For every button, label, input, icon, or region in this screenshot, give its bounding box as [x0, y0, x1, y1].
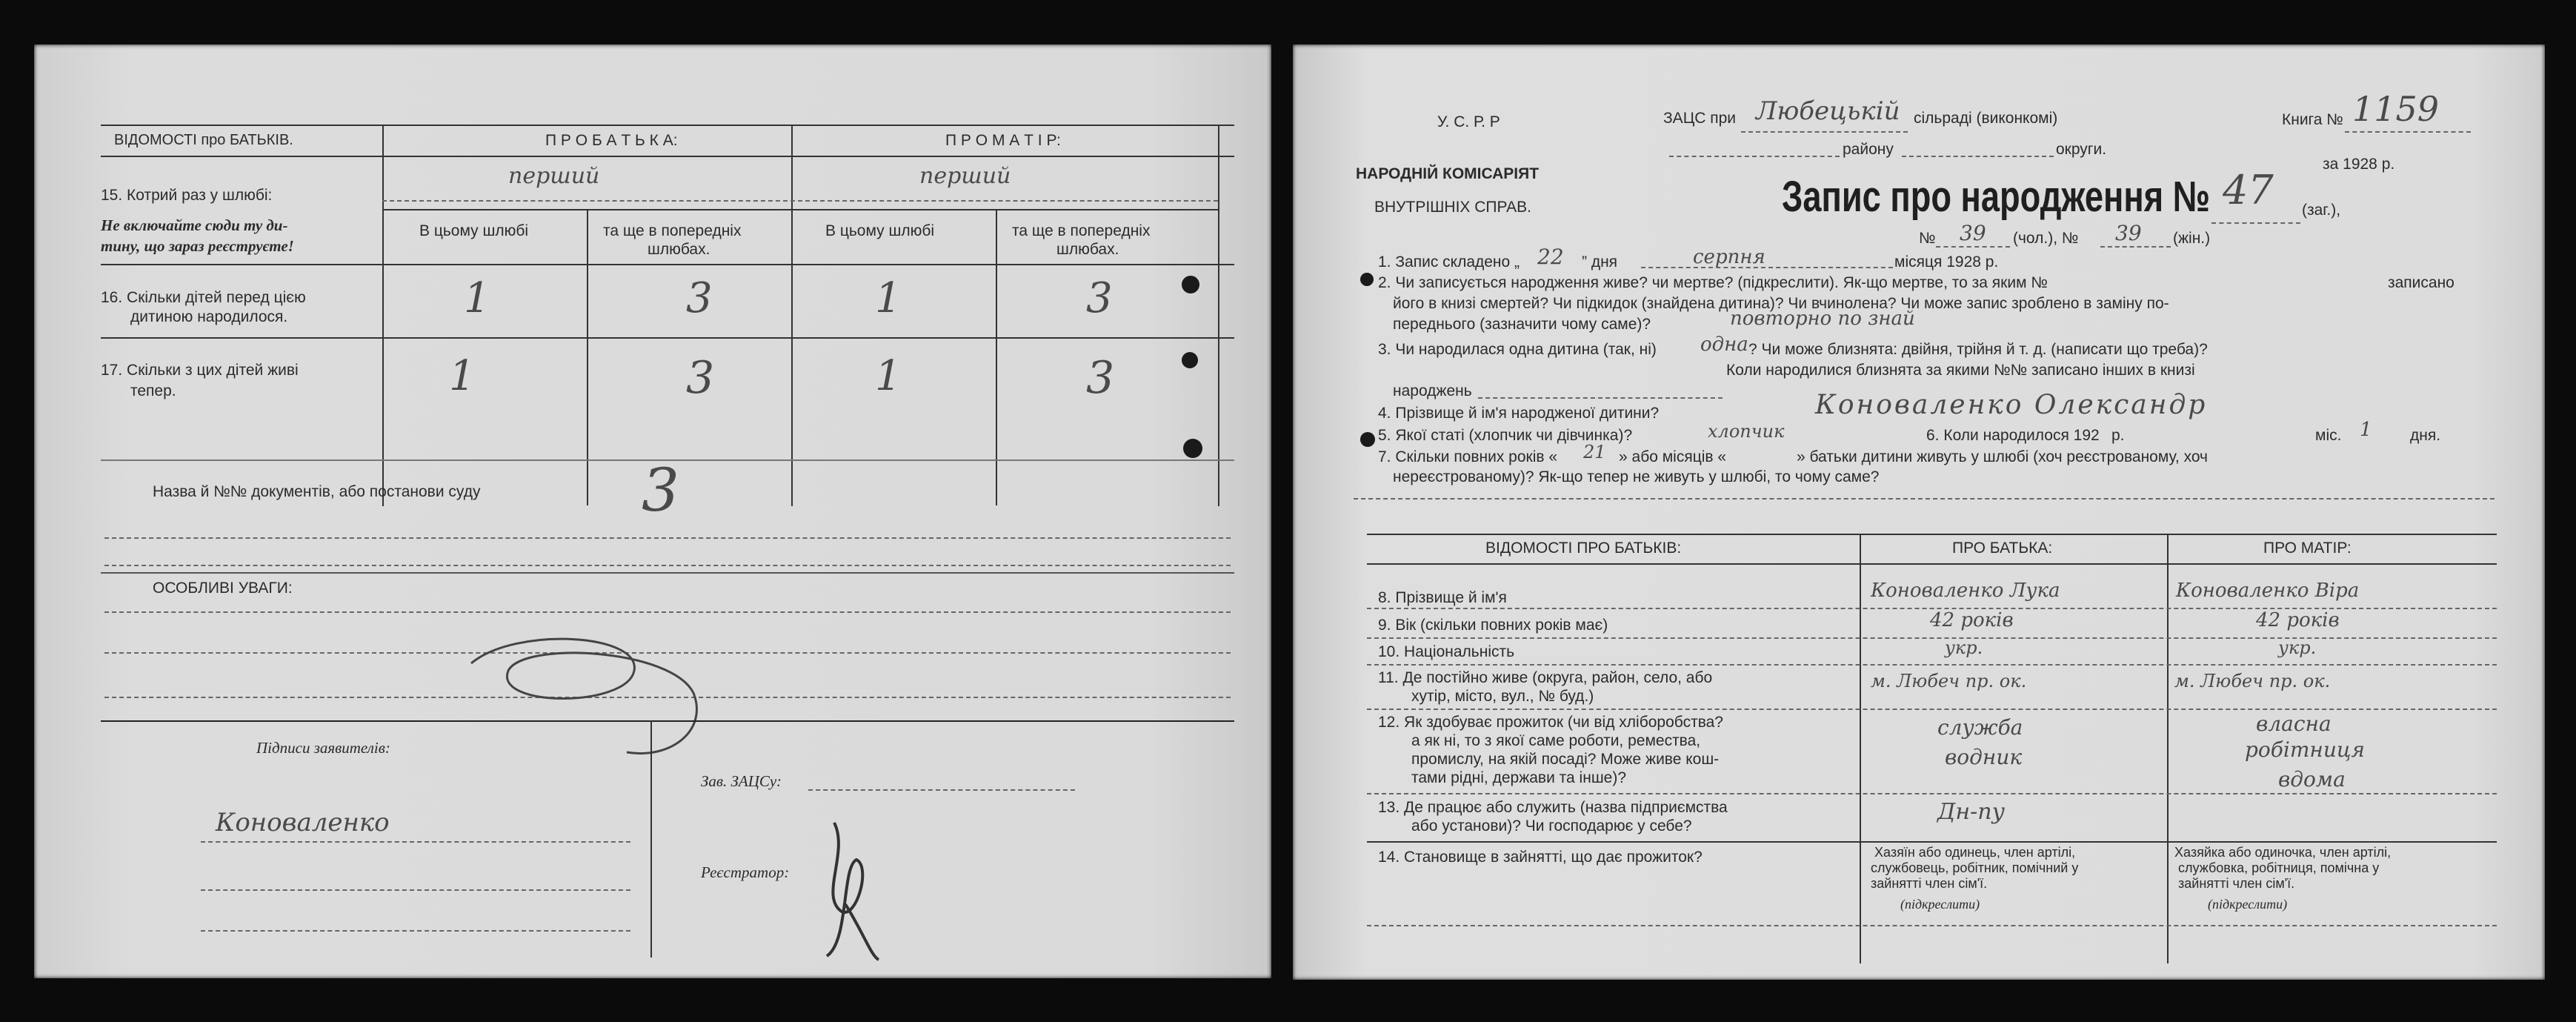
- row16-father-prev: 3: [686, 274, 713, 322]
- row14-mother-4: (підкреслити): [2208, 897, 2288, 912]
- q6-day: 1: [2360, 419, 2372, 441]
- document-title: Запис про народження №: [1782, 173, 2211, 221]
- row16-bottom-rule: [101, 337, 1234, 339]
- q4-answer: Коноваленко Олександр: [1815, 390, 2208, 420]
- q2-line-3: переднього (зазначити чому саме)?: [1393, 316, 1651, 333]
- commissariat-line-1: НАРОДНІЙ КОМІСАРІЯТ: [1356, 165, 1540, 182]
- q2-line-1: 2. Чи записується народження живе? чи мертве? (підкреслити). Як-що мертве, то за яким №: [1378, 274, 2048, 291]
- documents-value: 3: [642, 456, 679, 525]
- row9-father: 42 років: [1930, 609, 2014, 631]
- documents-label: Назва й №№ документів, або постанови суду: [153, 483, 481, 500]
- documents-dotted-line-2: [104, 565, 1231, 566]
- q5-label: 5. Якої статі (хлопчик чи дівчинка)?: [1378, 427, 1633, 444]
- cancel-flourish-drawing: [449, 582, 730, 767]
- signatures-label: Підписи заявителів:: [256, 739, 390, 757]
- row10-mother: укр.: [2278, 637, 2317, 658]
- col-divider-2: [791, 125, 793, 506]
- female-number: 39: [2115, 221, 2142, 245]
- signature-line-2: [201, 889, 630, 891]
- q1-label: 1. Запис складено „: [1378, 253, 1520, 271]
- row10-line: [1367, 664, 2497, 666]
- row14-father-4: (підкреслити): [1900, 897, 1980, 912]
- q1-month-line: [1641, 267, 1893, 268]
- row12-label-2: а як ні, то з якої саме роботи, ремества,: [1411, 732, 1701, 749]
- zags-suffix: сільраді (виконкомі): [1914, 110, 2058, 127]
- row15-note-1: Не включайте сюди ту ди-: [101, 216, 288, 234]
- mother-sub-divider: [996, 209, 997, 505]
- row16-mother-prev: 3: [1086, 274, 1113, 322]
- row14-father-1: Хазяїн або одинець, член артілі,: [1874, 845, 2076, 860]
- q2-line-1b: записано: [2388, 274, 2454, 291]
- zag-label: (заг.),: [2302, 202, 2341, 219]
- male-number: 39: [1960, 221, 1986, 245]
- registrar-label: Реєстратор:: [701, 863, 790, 881]
- row16-mother-this: 1: [875, 274, 902, 322]
- q3-line-2: Коли народилися близнята за якими №№ записано інших в книзі: [1726, 362, 2195, 379]
- row14-mother-1: Хазяйка або одиночка, член артілі,: [2174, 845, 2392, 860]
- row17-label-1: 17. Скільки з цих дітей живі: [101, 362, 299, 379]
- q3-births-line: [1478, 397, 1723, 399]
- binding-hole-mark: [1182, 276, 1199, 293]
- header-about-father: П Р О Б А Т Ь К А:: [545, 132, 678, 149]
- row13-father: Дн-пу: [1937, 799, 2006, 825]
- col-divider-1: [382, 125, 384, 506]
- row9-label: 9. Вік (скільки повних років має): [1378, 617, 1608, 634]
- row8-label: 8. Прізвище й ім'я: [1378, 589, 1507, 606]
- row15-bottom-rule: [101, 264, 1234, 265]
- header-about-mother: П Р О М А Т І Р:: [945, 132, 1061, 149]
- table-top-rule: [101, 125, 1234, 126]
- mother-prev-marriage-1: та ще в попередніх: [1012, 222, 1151, 239]
- row11-line: [1367, 709, 2497, 710]
- female-label: (жін.): [2173, 230, 2211, 247]
- row17-mother-prev: 3: [1086, 352, 1115, 404]
- parents-header-father: ПРО БАТЬКА:: [1952, 540, 2053, 557]
- row10-father: укр.: [1945, 637, 1983, 658]
- row10-label: 10. Національність: [1378, 643, 1515, 660]
- row12-mother-1: власна: [2256, 711, 2332, 736]
- q4-label: 4. Прізвище й ім'я народженої дитини?: [1378, 405, 1660, 422]
- parents-header-mother: ПРО МАТІР:: [2263, 540, 2352, 557]
- header-parents-info: ВІДОМОСТІ про БАТЬКІВ.: [114, 132, 293, 148]
- row12-line: [1367, 793, 2497, 794]
- book-line: [2345, 131, 2471, 133]
- father-prev-marriage-1: та ще в попередніх: [603, 222, 742, 239]
- right-page: [1293, 44, 2545, 980]
- row13-rule: [1367, 841, 2497, 843]
- zags-place: Любецькій: [1756, 96, 1900, 126]
- q3-line-1: 3. Чи народилася одна дитина (так, ні): [1378, 341, 1657, 358]
- father-prev-marriage-2: шлюбах.: [648, 241, 710, 258]
- male-no-prefix: №: [1919, 230, 1936, 247]
- header-rule: [101, 156, 1234, 157]
- signature-name: Коноваленко: [216, 808, 390, 837]
- signature-line-3: [201, 930, 630, 932]
- row14-mother-3: зайнятті член сім'ї.: [2178, 876, 2295, 891]
- left-page: [34, 44, 1271, 978]
- binding-hole-mark: [1183, 439, 1202, 458]
- zags-place-line: [1741, 131, 1908, 133]
- book-number: 1159: [2352, 89, 2440, 129]
- q6-label: 6. Коли народилося 192: [1926, 427, 2100, 444]
- col-divider-3: [1218, 125, 1219, 506]
- q7-line-1: 7. Скільки повних років «: [1378, 448, 1558, 465]
- signature-line-1: [201, 841, 630, 843]
- row17-father-prev: 3: [686, 352, 715, 404]
- parents-header-rule: [1367, 563, 2497, 565]
- row9-mother: 42 років: [2256, 609, 2340, 631]
- binding-hole-mark: [1360, 273, 1374, 286]
- row16-label-1: 16. Скільки дітей перед цією: [101, 289, 306, 306]
- row11-mother: м. Любеч пр. ок.: [2174, 671, 2331, 691]
- district-label: району: [1843, 141, 1894, 158]
- row11-label-2: хутір, місто, вул., № буд.): [1411, 688, 1594, 705]
- row16-label-2: дитиною народилося.: [130, 308, 288, 325]
- row9-line: [1367, 637, 2497, 639]
- row14-father-2: службовець, робітник, помічний у: [1871, 860, 2079, 875]
- head-zags-line: [808, 789, 1075, 791]
- row12-mother-3: вдома: [2278, 767, 2346, 792]
- q3-line-3: народжень: [1393, 382, 1472, 399]
- row17-mother-this: 1: [875, 352, 902, 400]
- district-line: [1669, 156, 1840, 157]
- father-this-marriage: В цьому шлюбі: [419, 222, 529, 239]
- record-number-line: [2211, 222, 2300, 224]
- row14-mother-2: службовка, робітниця, помічна у: [2178, 860, 2380, 875]
- row12-father-1: служба: [1937, 715, 2023, 740]
- q5-answer: хлопчик: [1708, 421, 1785, 442]
- male-label: (чол.), №: [2013, 230, 2079, 247]
- record-number: 47: [2223, 167, 2274, 213]
- father-sub-divider: [587, 209, 588, 505]
- q6-day-label: дня.: [2410, 427, 2441, 444]
- q1-day: 22: [1537, 245, 1564, 269]
- q3-answer: одна: [1700, 334, 1748, 356]
- row8-mother: Коноваленко Віра: [2176, 580, 2360, 602]
- signature-divider: [650, 720, 652, 958]
- year-label: за 1928 р.: [2323, 156, 2395, 173]
- registrar-signature: [805, 808, 893, 971]
- row12-label-4: тами рідні, держави та інше)?: [1411, 769, 1627, 786]
- row14-father-3: зайнятті член сім'ї.: [1871, 876, 1988, 891]
- row17-father-this: 1: [449, 352, 476, 400]
- q2-answer: повторно по знай: [1730, 308, 1915, 330]
- row11-father: м. Любеч пр. ок.: [1871, 671, 2027, 691]
- row15-note-2: тину, що зараз реєструєте!: [101, 237, 294, 255]
- binding-hole-mark: [1360, 432, 1375, 447]
- documents-bottom-rule: [101, 572, 1234, 574]
- row15-label: 15. Котрий раз у шлюбі:: [101, 187, 273, 204]
- row12-mother-2: робітниця: [2245, 737, 2365, 762]
- ussr-label: У. С. Р. Р: [1437, 113, 1500, 130]
- q1-tail: місяця 1928 р.: [1894, 253, 1999, 271]
- okrug-line: [1902, 156, 2054, 157]
- row15-sub-rule: [382, 209, 1218, 210]
- special-remarks-label: ОСОБЛИВІ УВАГИ:: [153, 580, 293, 597]
- row15-mother-value: перший: [919, 163, 1011, 189]
- row15-father-value: перший: [508, 163, 600, 189]
- parents-col-divider-1: [1860, 534, 1861, 963]
- row12-label-3: промислу, на якій посаді? Може живе кош-: [1411, 751, 1720, 768]
- binding-hole-mark: [1182, 352, 1198, 368]
- row15-dotted-line: [382, 200, 1218, 202]
- q7-dotted-line: [1354, 498, 2495, 500]
- q7-years: 21: [1583, 442, 1606, 462]
- row14-label: 14. Становище в зайнятті, що дає прожиток?: [1378, 849, 1703, 866]
- row12-label-1: 12. Як здобуває прожиток (чи від хліборобства?: [1378, 714, 1723, 731]
- female-number-line: [2100, 246, 2171, 248]
- q6-month-label: міс.: [2315, 427, 2342, 444]
- q7-line-1b: » або місяців «: [1619, 448, 1727, 465]
- row12-father-2: водник: [1945, 745, 2023, 769]
- row17-label-2: тепер.: [130, 382, 176, 399]
- male-number-line: [1936, 246, 2010, 248]
- parents-col-divider-2: [2167, 534, 2169, 963]
- row8-father: Коноваленко Лука: [1871, 580, 2060, 602]
- row13-label-1: 13. Де працює або служить (назва підприємства: [1378, 799, 1728, 816]
- okrug-label: округи.: [2056, 141, 2107, 158]
- mother-this-marriage: В цьому шлюбі: [825, 222, 935, 239]
- q1-month: серпня: [1693, 246, 1765, 268]
- q6-year-r: р.: [2111, 427, 2125, 444]
- commissariat-line-2: ВНУТРІШНІХ СПРАВ.: [1374, 199, 1531, 216]
- q3-line-1b: ? Чи може близнята: двійня, трійня й т. д. (написати що треба)?: [1748, 341, 2208, 358]
- parents-table-top: [1367, 534, 2497, 535]
- head-zags-label: Зав. ЗАЦСу:: [701, 772, 782, 790]
- remarks-bottom-rule: [101, 720, 1234, 722]
- mother-prev-marriage-2: шлюбах.: [1056, 241, 1119, 258]
- book-label: Книга №: [2282, 111, 2343, 128]
- parents-header-info: ВІДОМОСТІ ПРО БАТЬКІВ:: [1485, 540, 1682, 557]
- q2-line-2: його в книзі смертей? Чи підкидок (знайдена дитина)? Чи вчинолена? Чи може запис зроблено в заміну по-: [1393, 295, 2169, 312]
- q7-line-1c: » батьки дитини живуть у шлюбі (хоч реєстрованому, хоч: [1797, 448, 2209, 465]
- row14-line: [1367, 925, 2497, 926]
- row11-label-1: 11. Де постійно живе (округа, район, село, або: [1378, 669, 1713, 686]
- q7-line-2: нереєстрованому)? Як-що тепер не живуть у шлюбі, то чому саме?: [1393, 468, 1880, 485]
- zags-prefix: ЗАЦС при: [1663, 110, 1737, 127]
- documents-dotted-line: [104, 537, 1231, 539]
- row16-father-this: 1: [464, 274, 490, 322]
- q1-day-label: ” дня: [1582, 253, 1618, 271]
- row13-label-2: або установи)? Чи господарює у себе?: [1411, 817, 1692, 834]
